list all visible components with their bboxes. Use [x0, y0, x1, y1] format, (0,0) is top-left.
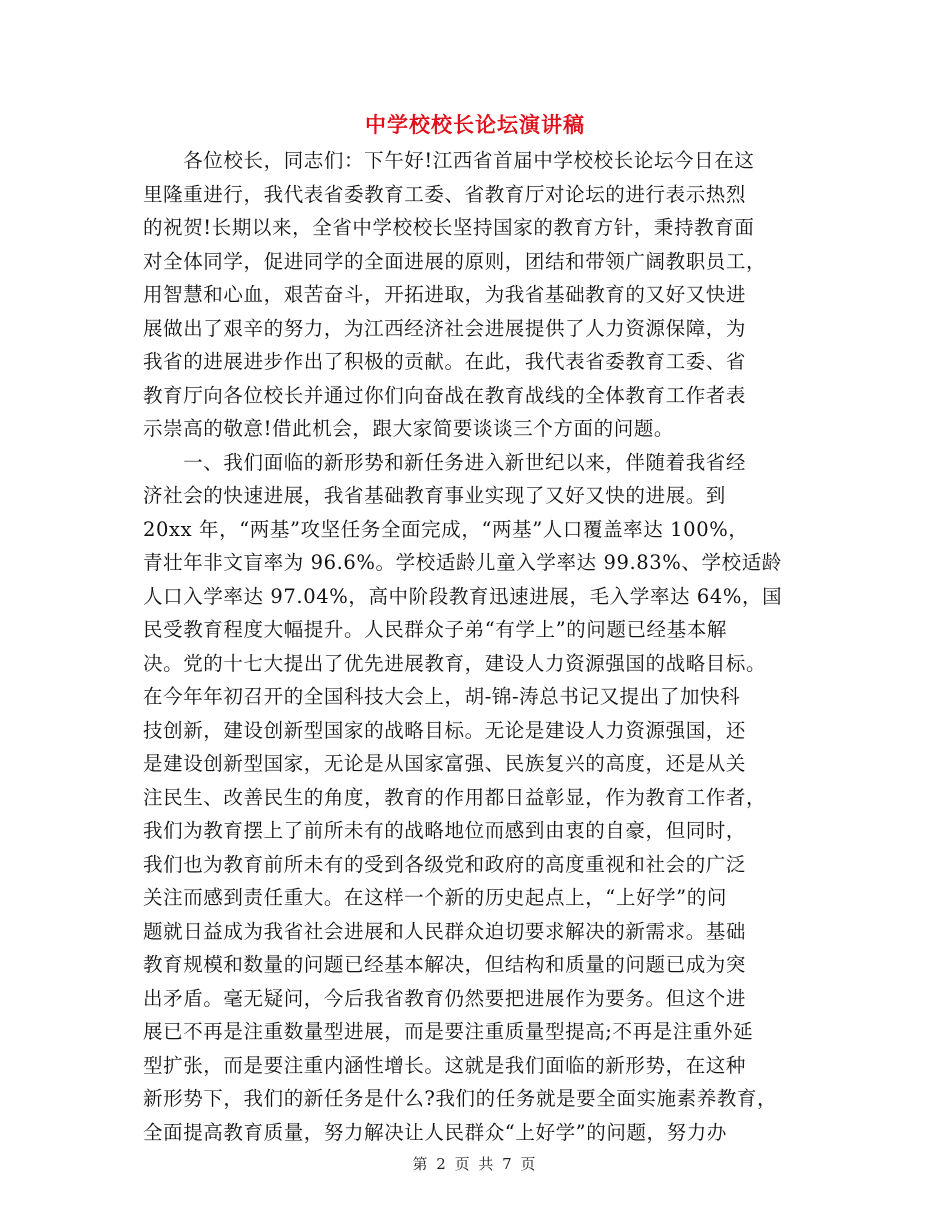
body-line: 全面提高教育质量，努力解决让人民群众“上好学”的问题，努力办 [143, 1120, 727, 1144]
body-line: 是建设创新型国家，无论是从国家富强、民族复兴的高度，还是从关 [143, 752, 747, 775]
page-footer: 第 2 页 共 7 页 [412, 1155, 538, 1173]
body-line: 新形势下，我们的新任务是什么?我们的任务就是要全面实施素养教育， [143, 1087, 778, 1110]
body-line: 展做出了艰辛的努力，为江西经济社会进展提供了人力资源保障，为 [143, 316, 747, 340]
body-line: 我省的进展进步作出了积极的贡献。在此，我代表省委教育工委、省 [143, 350, 747, 373]
body-line: 一、我们面临的新形势和新任务进入新世纪以来，伴随着我省经 [143, 450, 747, 474]
body-line: 青壮年非文盲率为 96.6%。学校适龄儿童入学率达 99.83%、学校适龄 [143, 551, 782, 574]
body-line: 教育规模和数量的问题已经基本解决，但结构和质量的问题已成为突 [143, 953, 747, 976]
body-line: 20xx 年，“两基”攻坚任务全面完成，“两基”人口覆盖率达 100%， [143, 517, 749, 541]
body-line: 出矛盾。毫无疑问，今后我省教育仍然要把进展作为要务。但这个进 [143, 986, 747, 1010]
document-title: 中学校校长论坛演讲稿 [365, 112, 585, 137]
body-line: 民受教育程度大幅提升。人民群众子弟“有学上”的问题已经基本解 [143, 618, 727, 641]
body-line: 决。党的十七大提出了优先进展教育，建设人力资源强国的战略目标。 [143, 651, 767, 675]
body-line: 里隆重进行，我代表省委教育工委、省教育厅对论坛的进行表示热烈 [143, 182, 747, 206]
body-line: 我们也为教育前所未有的受到各级党和政府的高度重视和社会的广泛 [143, 852, 747, 876]
body-line: 展已不再是注重数量型进展，而是要注重质量型提高;不再是注重外延 [143, 1020, 754, 1043]
body-line: 技创新，建设创新型国家的战略目标。无论是建设人力资源强国，还 [143, 718, 747, 742]
body-line: 济社会的快速进展，我省基础教育事业实现了又好又快的进展。到 [143, 484, 726, 507]
body-line: 教育厅向各位校长并通过你们向奋战在教育战线的全体教育工作者表 [143, 383, 747, 407]
body-line: 注民生、改善民生的角度，教育的作用都日益彰显，作为教育工作者， [143, 785, 767, 809]
body-line: 的祝贺!长期以来，全省中学校校长坚持国家的教育方针，秉持教育面 [143, 216, 755, 239]
body-line: 题就日益成为我省社会进展和人民群众迫切要求解决的新需求。基础 [143, 919, 747, 943]
body-line: 在今年年初召开的全国科技大会上，胡-锦-涛总书记又提出了加快科 [143, 685, 741, 708]
body-line: 人口入学率达 97.04%，高中阶段教育迅速进展，毛入学率达 64%，国 [143, 584, 783, 608]
body-line: 型扩张，而是要注重内涵性增长。这就是我们面临的新形势，在这种 [143, 1053, 747, 1077]
body-line: 示崇高的敬意!借此机会，跟大家简要谈谈三个方面的问题。 [143, 417, 675, 440]
body-line: 各位校长，同志们：下午好!江西省首届中学校校长论坛今日在这 [143, 149, 755, 172]
body-line: 关注而感到责任重大。在这样一个新的历史起点上，“上好学”的问 [143, 886, 727, 909]
document-body [143, 144, 823, 1149]
body-line: 我们为教育摆上了前所未有的战略地位而感到由衷的自豪，但同时， [143, 819, 747, 842]
body-line: 用智慧和心血，艰苦奋斗，开拓进取，为我省基础教育的又好又快进 [143, 283, 747, 306]
body-line: 对全体同学，促进同学的全面进展的原则，团结和带领广阔教职员工， [143, 249, 767, 273]
